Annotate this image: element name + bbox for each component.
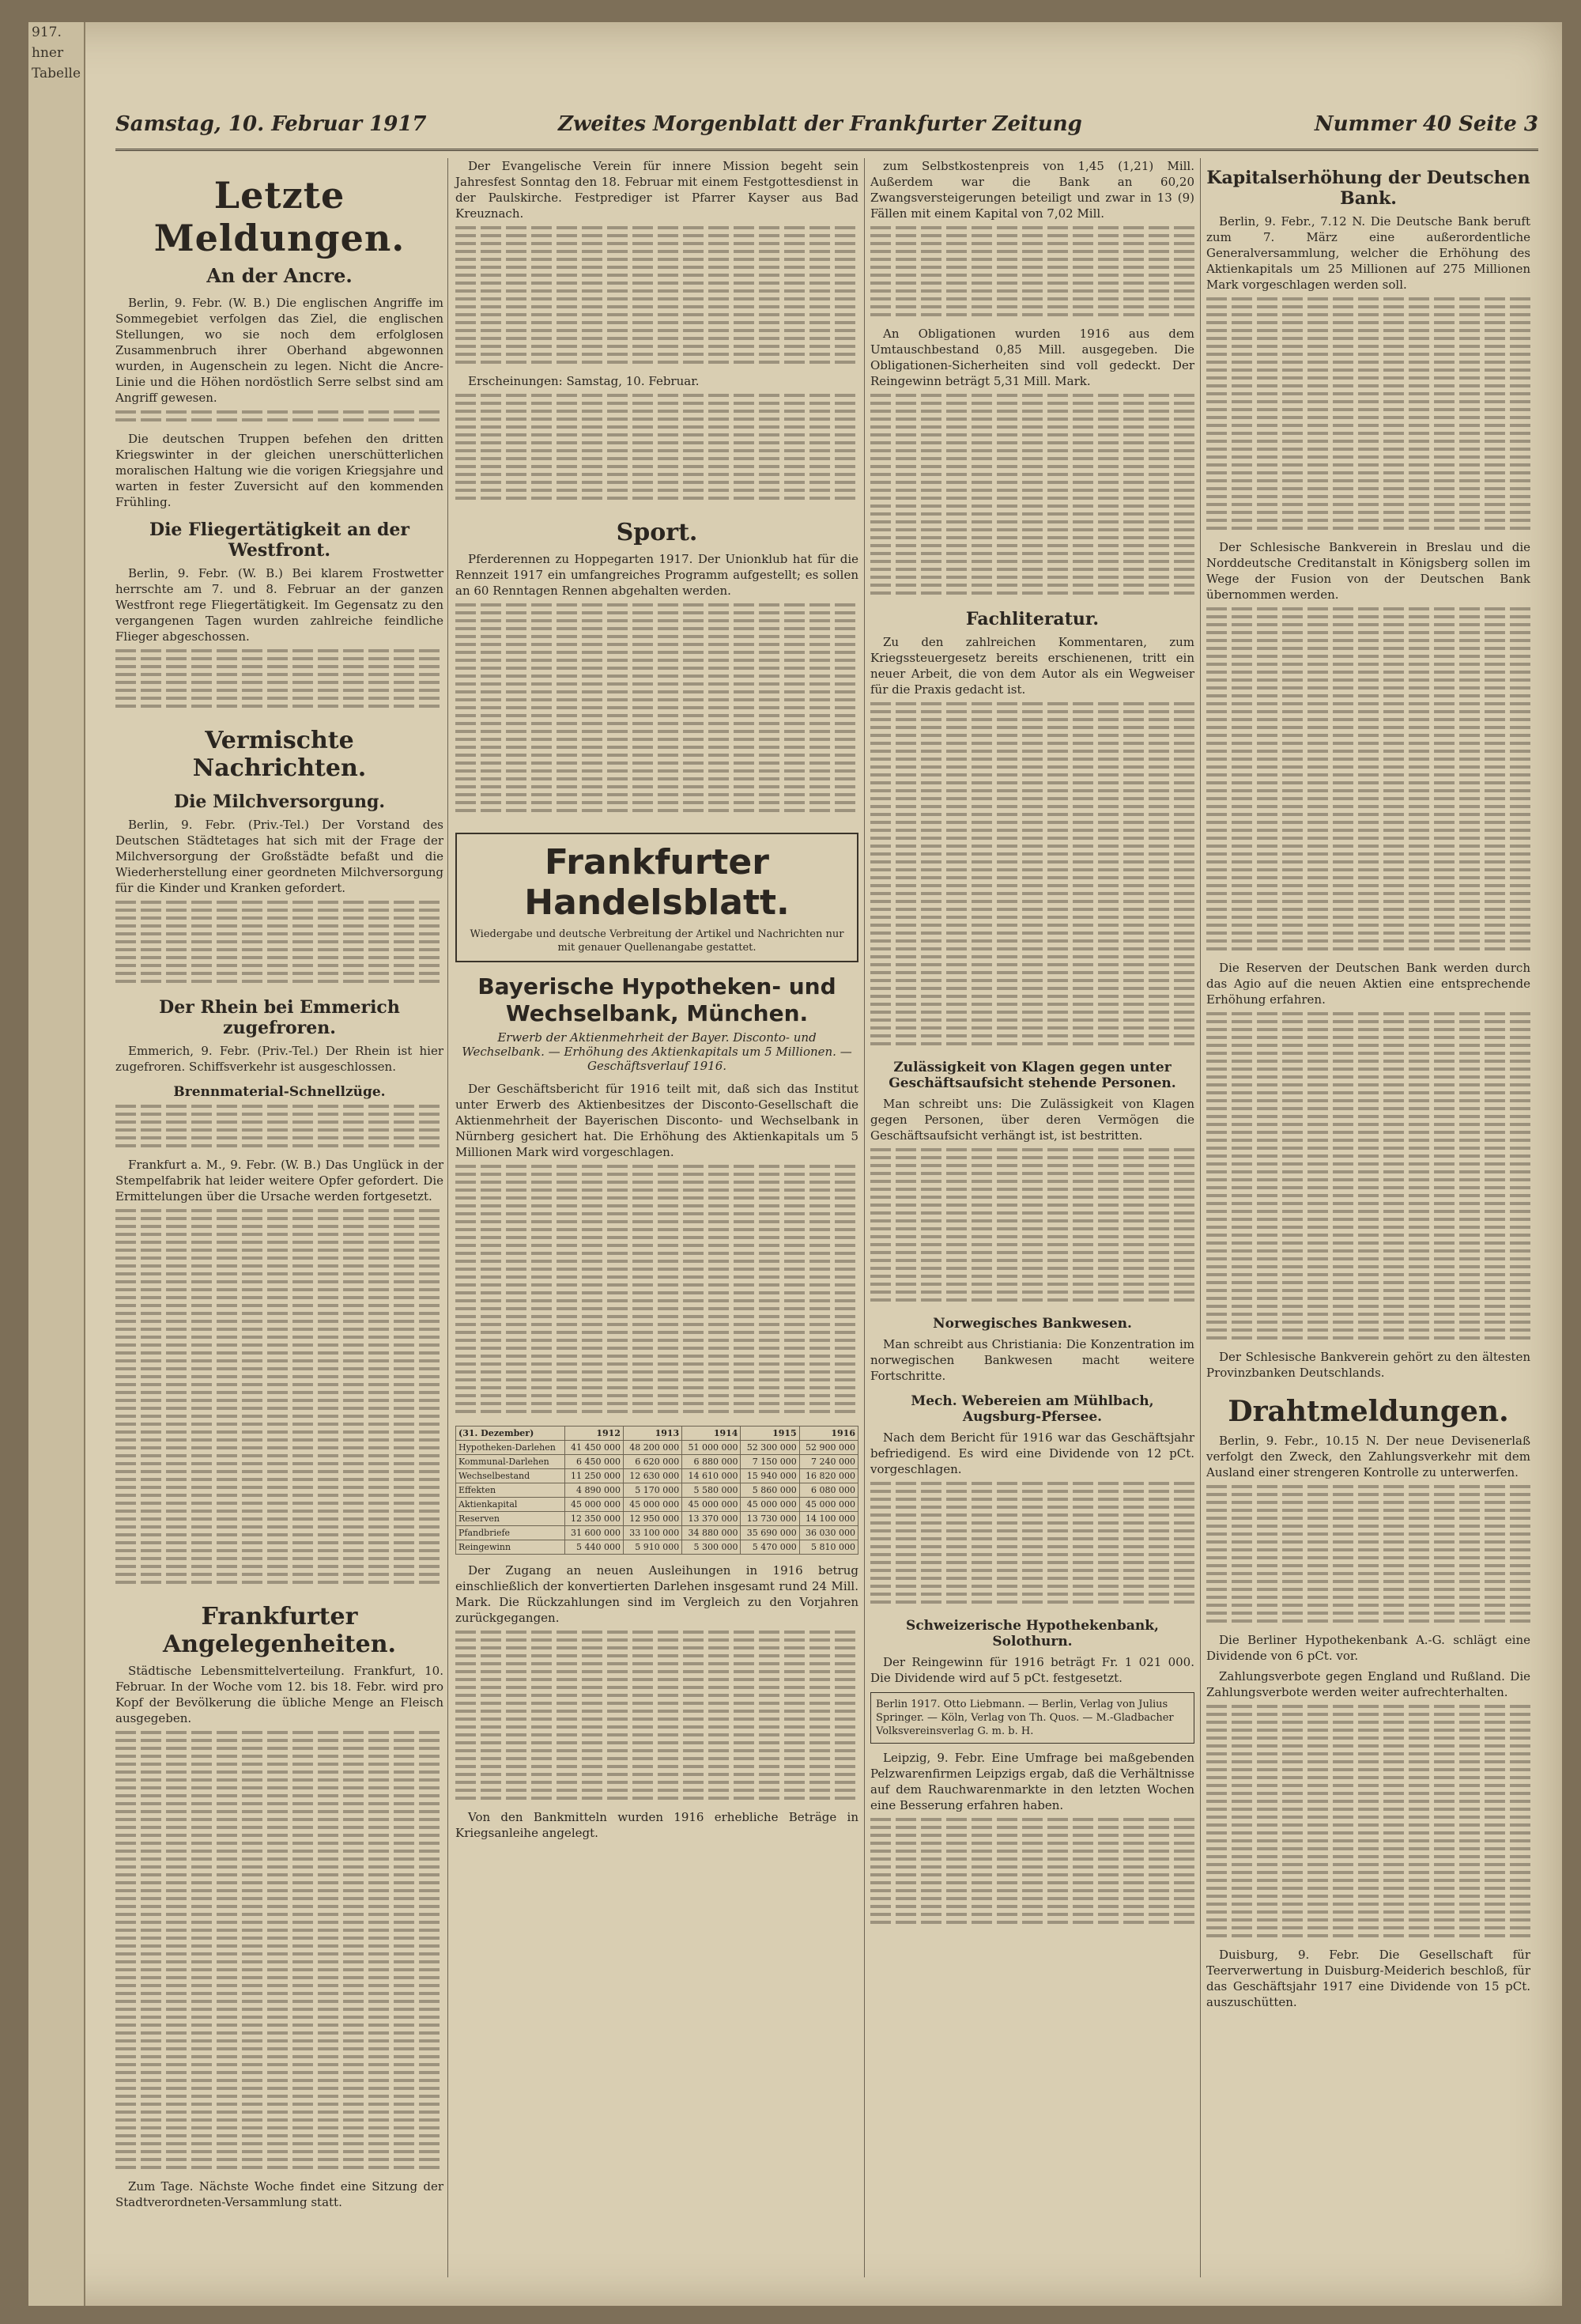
newspaper-page xyxy=(28,22,1562,2306)
gutter-word: hner xyxy=(32,45,64,61)
table-cell: 6 450 000 xyxy=(564,1455,623,1469)
text-lines xyxy=(1206,1012,1530,1344)
table-cell: 13 370 000 xyxy=(682,1512,741,1526)
text-lines xyxy=(1206,297,1530,535)
text-lines xyxy=(455,603,858,817)
text-lines xyxy=(455,226,858,368)
column-4 xyxy=(1206,158,1530,2015)
text-lines xyxy=(870,1148,1194,1306)
table-cell: 5 860 000 xyxy=(741,1483,799,1498)
table-cell: 4 890 000 xyxy=(564,1483,623,1498)
table-row xyxy=(456,1526,858,1540)
subhead-brennmaterial: Brennmaterial-Schnellzüge. xyxy=(173,1084,386,1100)
article-paragraph: Zahlungsverbote gegen England und Rußland. Die Zahlungsverbote werden weiter aufrechterhalten. xyxy=(1206,1669,1530,1699)
text-lines xyxy=(115,649,443,712)
table-cell: 5 300 000 xyxy=(682,1540,741,1555)
headline-letzte-meldungen: Letzte Meldungen. xyxy=(153,174,406,259)
column-2 xyxy=(455,158,858,1846)
table-header-cell: 1912 xyxy=(564,1427,623,1441)
table-cell: 5 440 000 xyxy=(564,1540,623,1555)
article-paragraph: Berlin, 9. Febr., 7.12 N. Die Deutsche Bank beruft zum 7. März eine außerordentliche Generalversammlung, welcher die Erhöhung des Aktienkapitals um 25 Millionen auf 275 Millionen Mark vorgeschlagen werden soll. xyxy=(1206,214,1530,292)
subhead-norwegisches-bankwesen: Norwegisches Bankwesen. xyxy=(933,1316,1132,1332)
text-lines xyxy=(1206,1705,1530,1942)
article-paragraph: Berlin, 9. Febr. (Priv.-Tel.) Der Vorstand des Deutschen Städtetages hat sich mit der Frage der Milchversorgung der Großstädte befaßt und die Wiederherstellung einer geordneten Milchversorgung für die Kinder und Kranken gefordert. xyxy=(115,818,443,895)
table-cell: Kommunal-Darlehen xyxy=(456,1455,565,1469)
article-paragraph: Der Evangelische Verein für innere Mission begeht sein Jahresfest Sonntag den 18. Februar mit einem Festgottesdienst in der Paulskirche. Festprediger ist Pfarrer Kayser aus Bad Kreuznach. xyxy=(455,159,858,221)
table-cell: 5 810 000 xyxy=(799,1540,858,1555)
table-cell: 48 200 000 xyxy=(623,1441,681,1455)
article-paragraph: Die deutschen Truppen befehen den dritten Kriegswinter in der gleichen unerschütterlichen moralischen Haltung wie die vorigen Kriegsjahre und warten in fester Zuversicht auf den kommenden Frühling. xyxy=(115,432,443,509)
article-paragraph: Der Zugang an neuen Ausleihungen in 1916 betrug einschließlich der konvertierten Darlehen insgesamt rund 24 Mill. Mark. Die Rückzahlungen sind im Vergleich zu den Vorjahren zurückgegangen. xyxy=(455,1563,858,1625)
article-paragraph: Emmerich, 9. Febr. (Priv.-Tel.) Der Rhein ist hier zugefroren. Schiffsverkehr ist ausgeschlossen. xyxy=(115,1044,443,1074)
table-row xyxy=(456,1540,858,1555)
subhead-schweiz-hypothekenbank: Schweizerische Hypothekenbank, Solothurn. xyxy=(906,1618,1159,1649)
handelsblatt-title: Frankfurter Handelsblatt. xyxy=(524,842,790,923)
section-sport: Sport. xyxy=(616,519,698,546)
article-paragraph: Der Reingewinn für 1916 beträgt Fr. 1 021 000. Die Dividende wird auf 5 pCt. festgesetzt. xyxy=(870,1655,1194,1685)
section-drahtmeldungen: Drahtmeldungen. xyxy=(1228,1395,1509,1428)
text-lines xyxy=(870,1482,1194,1608)
table-cell: 13 730 000 xyxy=(741,1512,799,1526)
table-cell: 36 030 000 xyxy=(799,1526,858,1540)
column-rule xyxy=(1200,158,1201,2277)
subhead-rhein-emmerich: Der Rhein bei Emmerich zugefroren. xyxy=(159,997,400,1038)
table-cell: 5 910 000 xyxy=(623,1540,681,1555)
article-paragraph: Pferderennen zu Hoppegarten 1917. Der Unionklub hat für die Rennzeit 1917 ein umfangreiches Programm aufgestellt; es sollen an 60 Renntagen Rennen abgehalten werden. xyxy=(455,552,858,598)
table-cell: 5 170 000 xyxy=(623,1483,681,1498)
text-lines xyxy=(1206,1485,1530,1627)
table-cell: 12 630 000 xyxy=(623,1469,681,1483)
article-paragraph: An Obligationen wurden 1916 aus dem Umtauschbestand 0,85 Mill. ausgegeben. Die Obligationen-Sicherheiten sind voll gedeckt. Der Reingewinn beträgt 5,31 Mill. Mark. xyxy=(870,327,1194,388)
column-3 xyxy=(870,158,1194,1933)
text-lines xyxy=(870,1818,1194,1929)
table-cell: 52 900 000 xyxy=(799,1441,858,1455)
header-date: Samstag, 10. Februar 1917 xyxy=(115,112,427,136)
table-row xyxy=(456,1455,858,1469)
text-lines xyxy=(455,1165,858,1418)
table-cell: 14 100 000 xyxy=(799,1512,858,1526)
article-paragraph: Von den Bankmitteln wurden 1916 erhebliche Beträge in Kriegsanleihe angelegt. xyxy=(455,1810,858,1840)
text-lines xyxy=(455,1631,858,1804)
table-cell: Reserven xyxy=(456,1512,565,1526)
table-row xyxy=(456,1441,858,1455)
table-cell: Wechselbestand xyxy=(456,1469,565,1483)
table-cell: Pfandbriefe xyxy=(456,1526,565,1540)
text-lines xyxy=(870,394,1194,599)
headline-kapitalserhoehung: Kapitalserhöhung der Deutschen Bank. xyxy=(1206,168,1530,209)
section-vermischte-nachrichten: Vermischte Nachrichten. xyxy=(192,727,367,782)
header-paper-name: Zweites Morgenblatt der Frankfurter Zeitung xyxy=(558,112,1082,136)
table-cell: 41 450 000 xyxy=(564,1441,623,1455)
article-paragraph: Man schreibt aus Christiania: Die Konzentration im norwegischen Bankwesen macht weitere Fortschritte. xyxy=(870,1337,1194,1383)
table-cell: 31 600 000 xyxy=(564,1526,623,1540)
table-cell: 52 300 000 xyxy=(741,1441,799,1455)
table-cell: 16 820 000 xyxy=(799,1469,858,1483)
section-frankfurter-angelegenheiten: Frankfurter Angelegenheiten. xyxy=(162,1603,396,1658)
table-cell: 5 580 000 xyxy=(682,1483,741,1498)
publisher-notices: Berlin 1917. Otto Liebmann. — Berlin, Verlag von Julius Springer. — Köln, Verlag von Th. Quos. — M.-Gladbacher Volksvereinsverlag G. m. b. H. xyxy=(870,1692,1194,1744)
handelsblatt-masthead xyxy=(455,833,858,962)
table-cell: 45 000 000 xyxy=(623,1498,681,1512)
table-row xyxy=(456,1498,858,1512)
text-lines xyxy=(115,1731,443,2174)
table-row xyxy=(456,1469,858,1483)
text-lines xyxy=(115,1209,443,1589)
article-paragraph: Berlin, 9. Febr. (W. B.) Bei klarem Frostwetter herrschte am 7. und 8. Februar an der ganzen Westfront rege Fliegertätigkeit. Im Gegensatz zu den vergangenen Tagen wurden zahlreiche feindliche Flieger abgeschossen. xyxy=(115,566,443,644)
table-header-cell: 1915 xyxy=(741,1427,799,1441)
subhead-klagen: Zulässigkeit von Klagen gegen unter Geschäftsaufsicht stehende Personen. xyxy=(889,1060,1176,1091)
table-cell: 6 620 000 xyxy=(623,1455,681,1469)
table-cell: 51 000 000 xyxy=(682,1441,741,1455)
table-cell: 12 950 000 xyxy=(623,1512,681,1526)
text-lines xyxy=(455,394,858,504)
table-cell: 15 940 000 xyxy=(741,1469,799,1483)
bank-article-title: Bayerische Hypotheken- und Wechselbank, München. xyxy=(477,973,836,1026)
text-lines xyxy=(115,410,443,426)
table-cell: 7 150 000 xyxy=(741,1455,799,1469)
article-paragraph: Zum Tage. Nächste Woche findet eine Sitzung der Stadtverordneten-Versammlung statt. xyxy=(115,2179,443,2209)
table-cell: 45 000 000 xyxy=(682,1498,741,1512)
text-lines xyxy=(870,226,1194,321)
subhead-mech-webereien: Mech. Webereien am Mühlbach, Augsburg-Pfersee. xyxy=(911,1393,1154,1425)
article-paragraph: Die Reserven der Deutschen Bank werden durch das Agio auf die neuen Aktien eine entsprechende Erhöhung erfahren. xyxy=(1206,961,1530,1007)
subhead-milchversorgung: Die Milchversorgung. xyxy=(174,792,385,812)
table-header-cell: (31. Dezember) xyxy=(456,1427,565,1441)
table-cell: 45 000 000 xyxy=(564,1498,623,1512)
article-paragraph: Die Berliner Hypothekenbank A.-G. schlägt eine Dividende von 6 pCt. vor. xyxy=(1206,1633,1530,1663)
column-rule xyxy=(864,158,865,2277)
table-header-cell: 1916 xyxy=(799,1427,858,1441)
listing-heading: Erscheinungen: Samstag, 10. Februar. xyxy=(468,374,700,388)
text-lines xyxy=(870,702,1194,1050)
article-paragraph: Frankfurt a. M., 9. Febr. (W. B.) Das Unglück in der Stempelfabrik hat leider weitere Opfer gefordert. Die Ermittelungen über die Ursache werden fortgesetzt. xyxy=(115,1158,443,1204)
article-paragraph: Man schreibt uns: Die Zulässigkeit von Klagen gegen Personen, über deren Vermögen die Geschäftsaufsicht verhängt ist, ist bestritten. xyxy=(870,1097,1194,1143)
article-paragraph: Der Schlesische Bankverein gehört zu den ältesten Provinzbanken Deutschlands. xyxy=(1206,1350,1530,1380)
article-paragraph: Der Geschäftsbericht für 1916 teilt mit, daß sich das Institut unter Erwerb des Aktienbesitzes der Disconto-Gesellschaft die Aktienmehrheit der Bayerischen Disconto- und Wechselbank in Nürnberg gesichert hat. Die Erhöhung des Aktienkapitals um 5 Millionen Mark wird vorgeschlagen. xyxy=(455,1082,858,1159)
article-paragraph: Der Schlesische Bankverein in Breslau und die Norddeutsche Creditanstalt in Königsberg sollen im Wege der Fusion von der Deutschen Bank übernommen werden. xyxy=(1206,540,1530,602)
column-1 xyxy=(115,158,443,2215)
subhead-ancre: An der Ancre. xyxy=(206,264,353,287)
table-cell: Aktienkapital xyxy=(456,1498,565,1512)
table-cell: 35 690 000 xyxy=(741,1526,799,1540)
article-paragraph: Berlin, 9. Febr., 10.15 N. Der neue Devisenerlaß verfolgt den Zweck, den Zahlungsverkehr mit dem Ausland einer strengeren Kontrolle zu unterwerfen. xyxy=(1206,1434,1530,1479)
page-header xyxy=(115,101,1538,151)
table-row xyxy=(456,1512,858,1526)
article-paragraph: Leipzig, 9. Febr. Eine Umfrage bei maßgebenden Pelzwarenfirmen Leipzigs ergab, daß die Verhältnisse auf dem Rauchwarenmarkte in den letzten Wochen eine Besserung erfahren haben. xyxy=(870,1751,1194,1812)
table-cell: 12 350 000 xyxy=(564,1512,623,1526)
table-row xyxy=(456,1483,858,1498)
table-cell: 7 240 000 xyxy=(799,1455,858,1469)
table-cell: 14 610 000 xyxy=(682,1469,741,1483)
table-cell: 5 470 000 xyxy=(741,1540,799,1555)
article-paragraph: Duisburg, 9. Febr. Die Gesellschaft für Teerverwertung in Duisburg-Meiderich beschloß, für das Geschäftsjahr 1917 eine Dividende von 15 pCt. auszuschütten. xyxy=(1206,1948,1530,2009)
article-paragraph: Nach dem Bericht für 1916 war das Geschäftsjahr befriedigend. Es wird eine Dividende von 12 pCt. vorgeschlagen. xyxy=(870,1430,1194,1476)
table-cell: 11 250 000 xyxy=(564,1469,623,1483)
bank-article-subtitle: Erwerb der Aktienmehrheit der Bayer. Disconto- und Wechselbank. — Erhöhung des Aktienkapitals um 5 Millionen. — Geschäftsverlauf 1916. xyxy=(462,1030,852,1073)
handelsblatt-notice: Wiedergabe und deutsche Verbreitung der Artikel und Nachrichten nur mit genauer Quellenangabe gestattet. xyxy=(470,928,844,954)
adjacent-page-edge: 917. hner Tabelle xyxy=(28,22,85,2306)
text-lines xyxy=(1206,607,1530,955)
table-cell: Effekten xyxy=(456,1483,565,1498)
table-cell: 6 080 000 xyxy=(799,1483,858,1498)
subhead-fachliteratur: Fachliteratur. xyxy=(965,609,1100,629)
article-paragraph: Berlin, 9. Febr. (W. B.) Die englischen Angriffe im Sommegebiet verfolgen das Ziel, die englischen Stellungen, wo sie noch dem erfolglosen Zusammenbruch ihrer Oberhand abgewonnen wurden, in Augenschein zu legen. Nicht die Ancre-Linie und die Höhen nordöstlich Serre selbst sind am Angriff gewesen. xyxy=(115,296,443,405)
header-page-number: Nummer 40 Seite 3 xyxy=(1314,112,1538,136)
article-paragraph: Städtische Lebensmittelverteilung. Frankfurt, 10. Februar. In der Woche vom 12. bis 18. Febr. wird pro Kopf der Bevölkerung die übliche Menge an Fleisch ausgegeben. xyxy=(115,1664,443,1725)
article-paragraph: zum Selbstkostenpreis von 1,45 (1,21) Mill. Außerdem war die Bank an 60,20 Zwangsversteigerungen beteiligt und zwar in 13 (9) Fällen mit einem Kapital von 7,02 Mill. xyxy=(870,159,1194,221)
subhead-fliegertaetigkeit: Die Fliegertätigkeit an der Westfront. xyxy=(149,520,409,561)
table-header-cell: 1913 xyxy=(623,1427,681,1441)
table-cell: 33 100 000 xyxy=(623,1526,681,1540)
table-cell: 6 880 000 xyxy=(682,1455,741,1469)
bank-balance-table xyxy=(455,1426,858,1555)
table-cell: 45 000 000 xyxy=(799,1498,858,1512)
column-rule xyxy=(447,158,448,2277)
table-header-row xyxy=(456,1427,858,1441)
gutter-year: 917. xyxy=(32,25,62,40)
table-cell: 34 880 000 xyxy=(682,1526,741,1540)
table-cell: Reingewinn xyxy=(456,1540,565,1555)
table-cell: 45 000 000 xyxy=(741,1498,799,1512)
text-lines xyxy=(115,901,443,988)
table-header-cell: 1914 xyxy=(682,1427,741,1441)
article-paragraph: Zu den zahlreichen Kommentaren, zum Kriegssteuergesetz bereits erschienenen, tritt ein neuer Arbeit, die von dem Autor als ein Wegweiser für die Praxis gedacht ist. xyxy=(870,635,1194,697)
text-lines xyxy=(115,1105,443,1152)
table-cell: Hypotheken-Darlehen xyxy=(456,1441,565,1455)
